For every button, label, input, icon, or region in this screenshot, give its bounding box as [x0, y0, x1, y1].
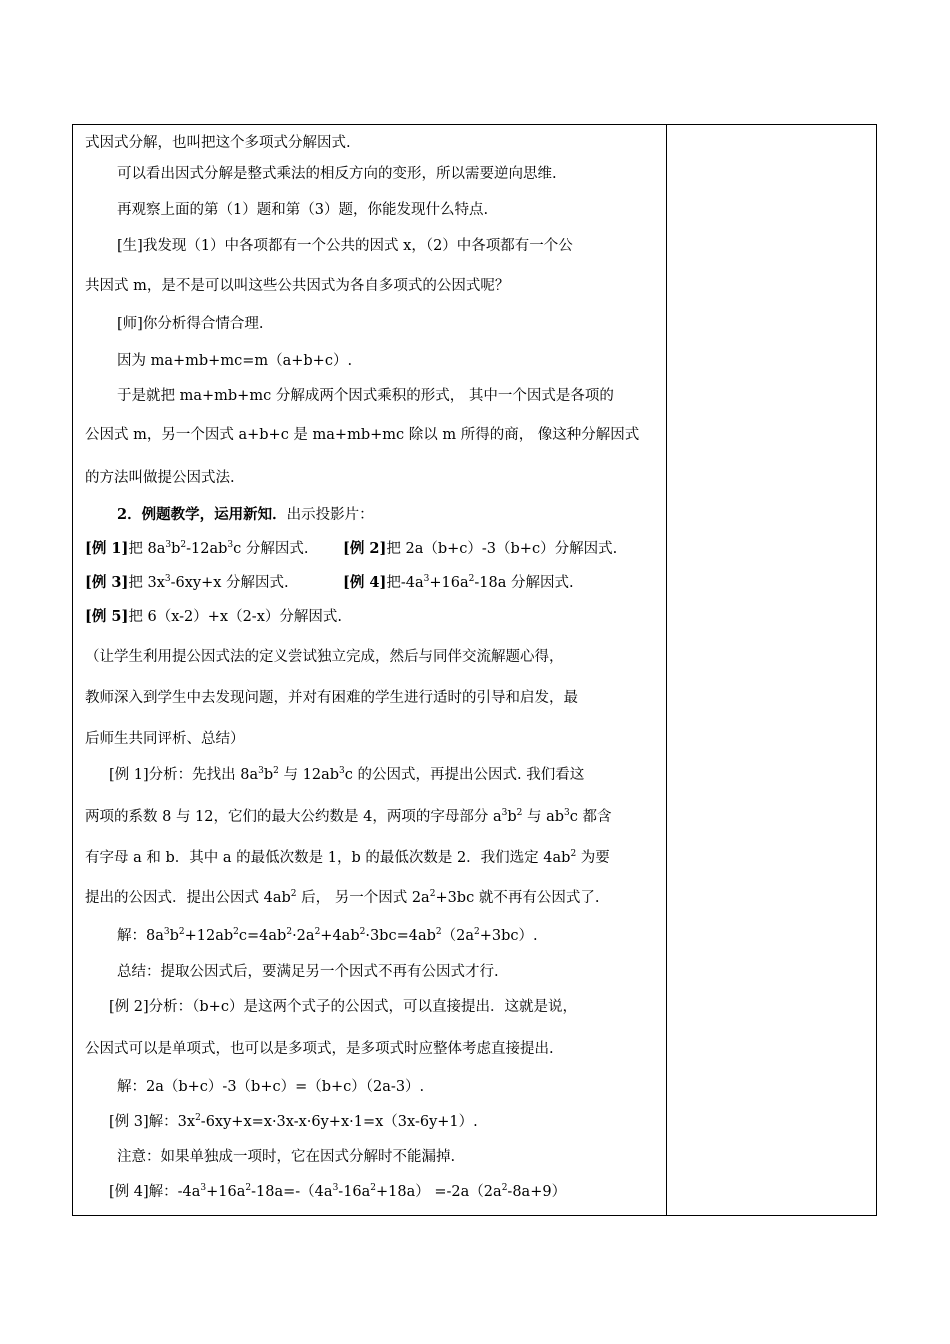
exponent: 3: [200, 1183, 207, 1193]
math-text: -8a+9）: [507, 1184, 567, 1200]
text-line: 公因式 m，另一个因式 a+b+c 是 ma+mb+mc 除以 m 所得的商， 像这种分解因式: [85, 427, 640, 443]
text-line: 再观察上面的第（1）题和第（3）题，你能发现什么特点.: [117, 202, 489, 218]
math-text: +4ab: [320, 928, 360, 944]
analysis-text: 与 12ab: [278, 767, 340, 783]
example-1: [85, 539, 308, 559]
solution-2: 解：2a（b+c）-3（b+c）=（b+c）（2a-3）.: [117, 1079, 425, 1095]
analysis-text: 为要: [576, 850, 610, 866]
math-text: +16a: [206, 1184, 246, 1200]
example-3: [85, 573, 289, 593]
note-line: （让学生利用提公因式法的定义尝试独立完成，然后与同伴交流解题心得，: [85, 649, 564, 665]
exponent: 2: [273, 766, 279, 776]
exponent: 2: [195, 1113, 201, 1123]
exponent: 2: [468, 574, 475, 584]
section-heading-bold: 2．例题教学，运用新知．: [117, 506, 287, 523]
exponent: 2: [474, 927, 480, 937]
section-heading-rest: 出示投影片：: [286, 507, 374, 523]
math-text: b: [171, 541, 181, 557]
example-4-solution: [109, 1182, 566, 1202]
section-heading: [117, 505, 374, 525]
math-text: 把 6（x-2）+x（2-x）分解因式.: [128, 609, 342, 625]
math-text: 把-4a: [386, 575, 424, 591]
analysis-text: 提出的公因式．提出公因式 4ab: [85, 890, 291, 906]
analysis-text: 与 ab: [522, 809, 565, 825]
solution-1: [117, 926, 538, 946]
example-label: [例 2]: [343, 540, 387, 557]
math-text: [例 3]解：3x: [109, 1114, 196, 1130]
analysis-text: b: [507, 809, 517, 825]
exponent: 3: [332, 1183, 339, 1193]
exponent: 2: [370, 1183, 377, 1193]
math-text: c 分解因式.: [233, 541, 309, 557]
math-text: [例 4]解：-4a: [109, 1184, 201, 1200]
exponent: 2: [501, 1183, 508, 1193]
analysis-text: [例 1]分析：先找出 8a: [109, 767, 259, 783]
math-text: +12ab: [184, 928, 234, 944]
exponent: 2: [286, 927, 293, 937]
math-text: b: [169, 928, 179, 944]
text-line: [生]我发现（1）中各项都有一个公共的因式 x，（2）中各项都有一个公: [117, 238, 573, 254]
example-2: [343, 539, 617, 559]
exponent: 2: [180, 540, 187, 550]
math-text: +3bc）.: [479, 928, 538, 944]
math-text: 把 3x: [128, 575, 165, 591]
math-text: -6xy+x 分解因式.: [170, 575, 289, 591]
exponent: 2: [516, 808, 523, 818]
exponent: 2: [314, 927, 321, 937]
analysis-text: 后， 另一个因式 2a: [296, 890, 430, 906]
analysis-text: +3bc 就不再有公因式了.: [435, 890, 600, 906]
text-line: 于是就把 ma+mb+mc 分解成两个因式乘积的形式， 其中一个因式是各项的: [117, 388, 614, 404]
caution-line: 注意：如果单独成一项时，它在因式分解时不能漏掉.: [117, 1149, 456, 1165]
math-text: c=4ab: [238, 928, 287, 944]
example-label: [例 5]: [85, 608, 129, 625]
analysis-text: 两项的系数 8 与 12，它们的最大公约数是 4，两项的字母部分 a: [85, 809, 502, 825]
math-text: +18a） =-2a（2a: [376, 1184, 502, 1200]
note-line: 教师深入到学生中去发现问题，并对有困难的学生进行适时的引导和启发，最: [85, 690, 578, 706]
note-line: 后师生共同评析、总结）: [85, 731, 245, 747]
math-text: 把 8a: [128, 541, 166, 557]
column-divider: [666, 125, 667, 1215]
text-line: 式因式分解，也叫把这个多项式分解因式.: [85, 135, 351, 151]
analysis-line: [例 2]分析：（b+c）是这两个式子的公因式，可以直接提出．这就是说，: [109, 999, 577, 1015]
math-text: -18a 分解因式.: [474, 575, 574, 591]
analysis-text: c 都含: [569, 809, 612, 825]
exponent: 3: [423, 574, 430, 584]
exponent: 3: [258, 766, 264, 776]
math-text: -18a=-（4a: [251, 1184, 333, 1200]
math-text: -12ab: [186, 541, 228, 557]
analysis-text: c 的公因式，再提出公因式. 我们看这: [344, 767, 585, 783]
example-label: [例 4]: [343, 574, 387, 591]
exponent: 2: [570, 849, 577, 859]
exponent: 3: [501, 808, 508, 818]
lesson-table: [72, 124, 877, 1216]
exponent: 2: [178, 927, 185, 937]
exponent: 3: [339, 766, 345, 776]
exponent: 2: [245, 1183, 252, 1193]
exponent: 3: [165, 540, 172, 550]
exponent: 2: [233, 927, 239, 937]
text-line: 因为 ma+mb+mc=m（a+b+c）.: [117, 353, 353, 369]
math-text: -6xy+x=x·3x-x·6y+x·1=x（3x-6y+1）.: [200, 1114, 478, 1130]
analysis-line: [85, 888, 599, 908]
exponent: 3: [164, 574, 171, 584]
exponent: 2: [290, 889, 297, 899]
math-text: （2a: [441, 928, 474, 944]
exponent: 3: [564, 808, 570, 818]
math-text: +16a: [429, 575, 469, 591]
analysis-line: [109, 765, 584, 785]
math-text: -16a: [338, 1184, 371, 1200]
exponent: 3: [163, 927, 170, 937]
math-text: 把 2a（b+c）-3（b+c）分解因式.: [386, 541, 618, 557]
analysis-line: [85, 848, 610, 868]
example-3-solution: [109, 1112, 478, 1132]
text-line: [师]你分析得合情合理.: [117, 316, 264, 332]
example-5: [85, 607, 342, 627]
exponent: 2: [429, 889, 436, 899]
exponent: 3: [227, 540, 234, 550]
text-line: 共因式 m，是不是可以叫这些公共因式为各自多项式的公因式呢？: [85, 278, 510, 294]
example-4: [343, 573, 574, 593]
exponent: 2: [435, 927, 442, 937]
analysis-line: [85, 807, 611, 827]
exponent: 2: [359, 927, 366, 937]
math-text: ·3bc=4ab: [365, 928, 436, 944]
text-line: 的方法叫做提公因式法.: [85, 470, 235, 486]
analysis-line: 公因式可以是单项式，也可以是多项式，是多项式时应整体考虑直接提出.: [85, 1041, 554, 1057]
math-text: 解：8a: [117, 928, 164, 944]
summary-line: 总结：提取公因式后，要满足另一个因式不再有公因式才行.: [117, 964, 499, 980]
math-text: ·2a: [292, 928, 315, 944]
example-label: [例 1]: [85, 540, 129, 557]
text-line: 可以看出因式分解是整式乘法的相反方向的变形，所以需要逆向思维.: [117, 166, 557, 182]
example-label: [例 3]: [85, 574, 129, 591]
analysis-text: 有字母 a 和 b．其中 a 的最低次数是 1，b 的最低次数是 2．我们选定 4ab: [85, 850, 571, 866]
analysis-text: b: [263, 767, 274, 783]
